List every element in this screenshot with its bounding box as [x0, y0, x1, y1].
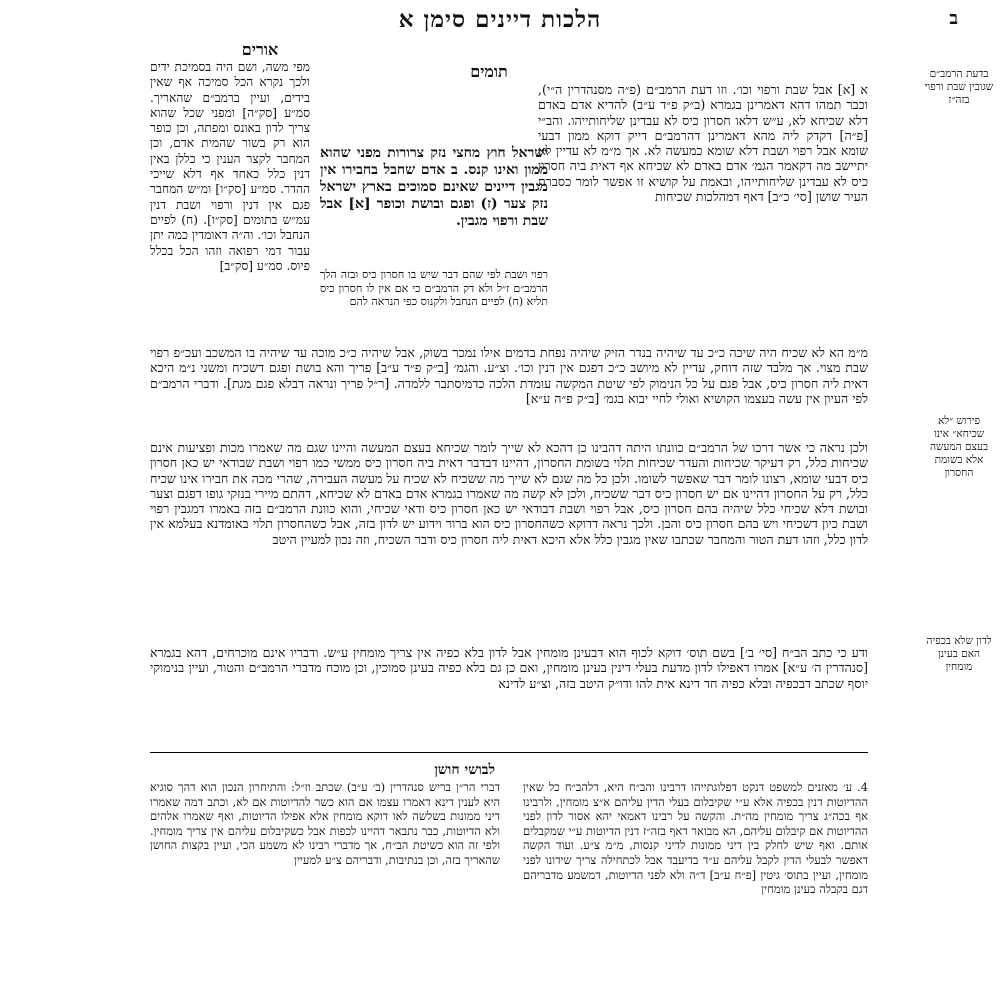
footnote-heading: לבושי חושן: [434, 762, 495, 778]
body-paragraph: ודע כי כתב הב״ח [סי׳ ב׳] בשם תוס׳ דוקא לכוף הוא דבעינן מומחין אבל לדון בלא כפיה אין צריך מומחין ע״ש. ודבריו אינם מוכרחים, דהא בגמרא [סנהדרין ה׳ ע״א] אמרו דאפילו לדון מדעת בעלי דינין בעינן מומחין, ואם כן גם בלא כפיה בעינן סמוכין, וכן מוכח מדברי הרמב״ם והטור, ועיין בנימוקי יוסף שכתב דבכפיה ובלא כפיה חד דינא אית להו ודו״ק היטב בזה, וצ״ע לדינא: [150, 645, 868, 691]
footnote-divider: [150, 752, 868, 753]
footnote-right-column: 4. ע׳ מאזנים למשפט דנקט דפלוגתייהו דרבינו והב״ח היא, דלהב״ח כל שאין ההדיוטות דנין בכפיה אלא ע״י שקיבלום בעלי הדין עליהם א״צ מומחין, ולרבינו אף בכה״ג צריך מומחין מה״ת. והקשה על רבינו דאמאי יהא אסור לדון לפני ההדיוטות אם קיבלום עליהם, הא מבואר דאף בזה״ז דנין הדיוטות ע״י שמקבלים אותם. ואף שיש לחלק בין דיני ממונות לדיני קנסות, מ״מ צ״ע. ועוד הקשה דאפשר לבעלי הדין לקבל עליהם ע״ד בדיעבד אבל לכתחילה צריך שידונו לפני מומחין, ועיין בתוס׳ גיטין [פ״ח ע״ב] ד״ה ולא לפני הדיוטות, דמשמע מדבריהם דגם בקבלה בעינן מומחין: [523, 780, 868, 897]
body-paragraph: ולכן נראה כי אשר דרכו של הרמב״ם כוונתו היתה דהבינו כן דהכא לא שייך לומר שכיחא בעצם המעשה והיינו שגם מה שאמרו מכות ופציעות אינם שכיחות כלל, רק דעיקר שכיחות והעדר שכיחות תלוי בשומת החסרון, דהיינו דבדבר דאית ביה חסרון כיס ממשי כמו רפוי ושבת שבודאי יש כאן חסרון כיס דבעי שומא, רצונו לומר דבר שאפשר לשומו. ולכן כל מה שגם לא שייך מה ששכיח לא שכיח על מעשה העבירה, שהרי מכה את חבירו אינו שכיח כלל, רק על החסרון דהיינו אם יש חסרון כיס דבר ששכיח, ולכן לא קשה מה שאמרו בגמרא אדם באדם לא שכיחא, דהתם מיירי בנזקי גופו דפגם וצער ובושת דלא שכיחי כלל שיהיה בהם חסרון כיס, אבל רפוי ושבת דבודאי יש כאן חסרון כיס ודאי שכיחי, והוא כוונת הרמב״ם בזה באמרו דמגבין רפוי ושבת כיון דשכיחי ויש בהם חסרון כיס והבן. ולכך נראה דדוקא כשהחסרון כיס הוא ברור וידוע יש לדון בזה, אבל כשהחסרון תלוי באומדנא בעלמא אין לדון כלל, וזהו דעת הטור והמחבר שכתבו שאין מגבין כלל אלא היכא דאית ליה חסרון כיס ודבר השכיח, וזה נכון למעיין היטב: [150, 440, 868, 547]
body-paragraph: מ״מ הא לא שכיח היה שיכה כ״כ עד שיהיה בנדר הזיק שיהיה נפחת בדמים אילו נמכר בשוק, אבל שיהיה כ״כ מוכה עד שיהיה בו המשכב ועכ״פ רפוי שבת מצוי. אך מלבד שזה דוחק, עדיין לא מיושב כ״כ דפגם אין דנין וכו׳. וצ״ע. והגמ׳ [ב״ק פ״ד ע״ב] פריך והא בושת ופגם דשכיח ומשני נ״מ היכא דאית ליה חסרון כיס, אבל פגם על כל הנימוק לפי שיטת המקשה עומדת הלכה כדמיסתבר ללמדה. [ר״ל פריך ונראה דבלא פגם מגת]. ודברי הרמב״ם לפי העיון אין עשה בעצמו הקושיא ואולי לחיי יבוא בגמ׳ [ב״ק פ״ה ע״א]: [150, 345, 868, 406]
right-column-heading: תומים: [470, 62, 508, 81]
margin-note: פירוש ״לא שכיחא״ אינו בעצם המעשה אלא בשומת החסרון: [929, 415, 989, 479]
footnote-left-column: דברי הר״ן בריש סנהדרין (ב׳ ע״ב) שכתב וז״ל: והתיחרון הנכון הוא דהך סוגיא היא לענין דינא דאמרו עצמו אם הוא כשר להדיוטות אם לא, וכתב דמה שאמרו דיני ממונות בשלשה לאו דוקא מומחין אלא אפילו הדיוטות, ואף שאמרו אלהים ולא הדיוטות, כבר נתבאר דהיינו לכפות אבל כשקיבלום עליהם אין צריך מומחין. ולפי זה הוא כשיטת הב״ח, אך מדברי רבינו לא משמע הכי, ועיין בקצות החושן שהאריך בזה, וכן בנתיבות, ודבריהם צ״ע למעיין: [150, 780, 500, 867]
main-text-note: רפוי ושבת לפי שהם דבר שיש בו חסרון כיס ובזה הלך הרמב״ם ז״ל ולא דק הרמב״ם כי אם אין לו חסרון כיס תליא (ח) לפיים הנחבל ולקנוס כפי הנראה להם: [320, 268, 548, 308]
margin-note: בדעת הרמב״ם שגובין שבת ורפוי בזה״ז: [924, 68, 994, 106]
margin-note: לדון שלא בכפיה האם בעינן מומחין: [926, 635, 992, 673]
right-commentary-column: א [א] אבל שבת ורפוי וכו׳. וזו דעת הרמב״ם (פ״ה מסנהדרין ה״י), וכבר תמהו דהא דאמרינן בגמרא (ב״ק פ״ד ע״ב) להדיא אדם באדם דלא שכיחא לא, ע״ש דלאו חסרון כיס לא עבדינן שליחותייהו. והב״י [פ״ה] דקדק ליה מהא דאמרינן דהרמב״ם דייק דוקא ממון דבעי שומא אבל רפוי ושבת דלא שומא כמעשה לא. אך מ״מ לא עדיין לא יתיישב מה דקאמר הגמ׳ אדם באדם לא שכיחא אף דאית ביה חסרון כיס לא עבדינן שליחותייהו, ובאמת על קושיא זו אפשר לומר כסברת העיר שושן [סי׳ כ״ב] דאף דמהלכות שכיחות: [538, 82, 868, 205]
left-commentary-column: מפי משה, ושם היה בסמיכת ידים ולכך נקרא הכל סמיכה אף שאין בידים, ועיין ברמב״ם שהאריך. סמ״ע [סק״ה] ומפני שכל שהוא צריך לדון באונס ומפתה, וכן כופר הוא רק בשור שהמית אדם, וכן המחבר לקצר הענין כי כללן באין דנין כלל כאחד אף דלא שייכי ההדר. סמ״ע [סק״ו] ומ״ש המחבר פגם אין דנין ורפוי ושבת דנין עמ״ש בתומים [סק״ו]. (ח) לפיים הנחבל וכו׳. וה״ה דאומדין כמה יתן עבור דמי רפואה וזהו הכל בכלל פיוס. סמ״ע [סק״ב]: [150, 60, 310, 273]
page-title: הלכות דיינים סימן א: [398, 6, 602, 33]
main-text-column: ישראל חוץ מחצי נזק צרורות מפני שהוא ממון ואינו קנס. ב אדם שחבל בחבירו אין מגבין דיינים שאינם סמוכים בארץ ישראל נזק צער (ז) ופגם ובושת וכופר [א] אבל שבת ורפוי מגבין.: [320, 145, 548, 229]
left-column-heading: אורים: [241, 40, 279, 59]
page-letter: ב: [949, 8, 958, 29]
